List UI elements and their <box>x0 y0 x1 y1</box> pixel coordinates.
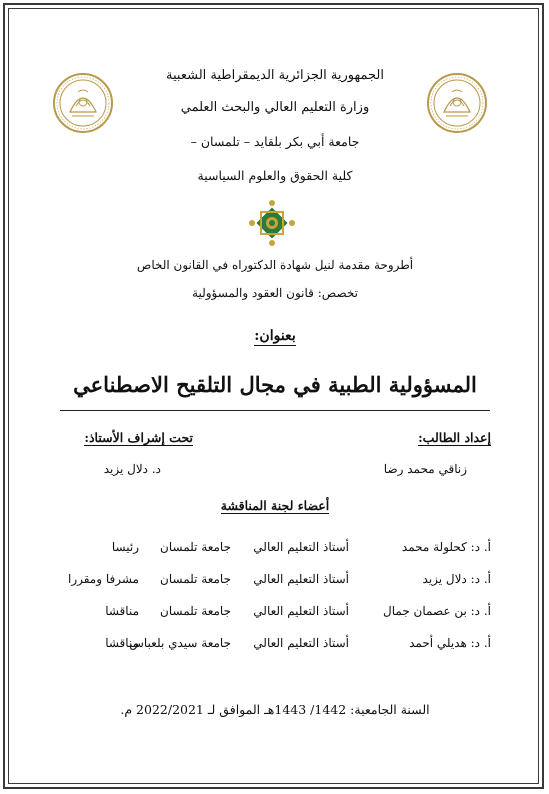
member-name: أ. د: هديلي أحمد <box>409 636 491 650</box>
member-role: مناقشا <box>105 604 139 618</box>
thesis-specialty: تخصص: قانون العقود والمسؤولية <box>192 286 358 300</box>
student-name: زناقي محمد رضا <box>383 462 467 476</box>
member-rank: أستاذ التعليم العالي <box>253 540 349 554</box>
supervisor-label-text: تحت إشراف الأستاذ: <box>84 430 193 445</box>
title-divider <box>60 410 490 411</box>
member-rank: أستاذ التعليم العالي <box>253 604 349 618</box>
ministry-name: وزارة التعليم العالي والبحث العلمي <box>180 100 370 115</box>
student-label-text: إعداد الطالب: <box>418 430 491 445</box>
member-university: جامعة تلمسان <box>160 572 231 586</box>
committee-row <box>0 572 549 592</box>
member-role: رئيسا <box>111 540 139 554</box>
committee-title-text: أعضاء لجنة المناقشة <box>220 498 330 513</box>
member-university: جامعة تلمسان <box>160 540 231 554</box>
committee-title <box>60 498 490 513</box>
member-role: مناقشا <box>105 636 139 650</box>
student-label <box>418 430 491 445</box>
thesis-title: المسؤولية الطبية في مجال التلقيح الاصطناعي <box>73 372 477 397</box>
member-university: جامعة تلمسان <box>160 604 231 618</box>
supervisor-name: د. دلال يزيد <box>103 462 161 476</box>
member-name: أ. د: بن عصمان جمال <box>383 604 491 618</box>
title-label-text: بعنوان: <box>254 328 296 344</box>
committee-row <box>0 540 549 560</box>
supervisor-label <box>84 430 193 445</box>
thesis-type: أطروحة مقدمة لنيل شهادة الدكتوراه في القانون الخاص <box>136 258 414 272</box>
member-university: جامعة سيدي بلعباس <box>129 636 231 650</box>
university-logo-icon <box>247 198 297 248</box>
member-rank: أستاذ التعليم العالي <box>253 572 349 586</box>
faculty-name: كلية الحقوق والعلوم السياسية <box>197 168 353 183</box>
committee-row <box>0 604 549 624</box>
member-rank: أستاذ التعليم العالي <box>253 636 349 650</box>
member-role: مشرفا ومقررا <box>67 572 139 586</box>
member-name: أ. د: كحلولة محمد <box>401 540 491 554</box>
committee-row <box>0 636 549 656</box>
title-label <box>60 328 490 344</box>
republic-name: الجمهورية الجزائرية الديمقراطية الشعبية <box>166 68 384 83</box>
academic-year: السنة الجامعية: 1442/ 1443هـ الموافق لـ 2022/2021 م. <box>120 702 430 717</box>
university-name: جامعة أبي بكر بلقايد – تلمسان – <box>190 134 360 149</box>
member-name: أ. د: دلال يزيد <box>422 572 491 586</box>
